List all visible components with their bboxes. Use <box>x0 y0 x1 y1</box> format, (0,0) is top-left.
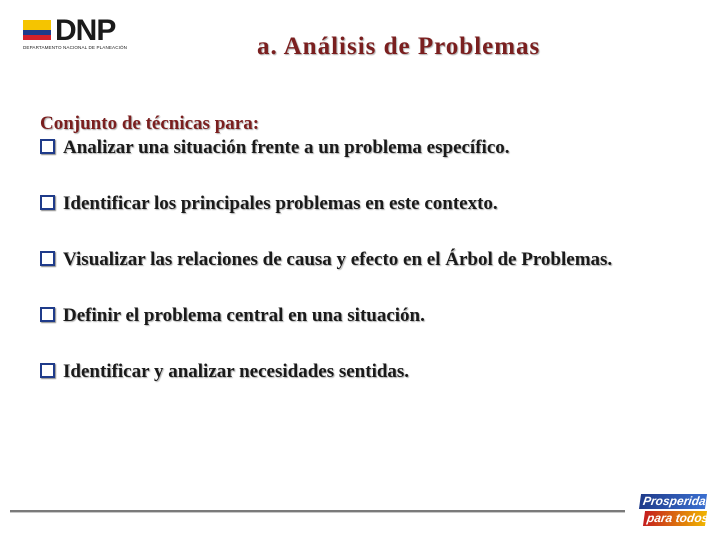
badge-line1: Prosperidad <box>639 494 707 509</box>
checkbox-bullet-icon <box>40 139 55 154</box>
logo-name: DNP <box>55 14 116 47</box>
badge-line2: para todos <box>643 511 707 526</box>
list-item-text: Identificar los principales problemas en este contexto. <box>63 193 498 214</box>
list-item <box>40 248 705 272</box>
checkbox-bullet-icon <box>40 195 55 210</box>
logo-subtitle: DEPARTAMENTO NACIONAL DE PLANEACIÓN <box>23 45 128 50</box>
dnp-logo <box>20 14 140 54</box>
slide-content <box>40 112 705 384</box>
checkbox-bullet-icon <box>40 363 55 378</box>
checkbox-bullet-icon <box>40 307 55 322</box>
prosperidad-logo <box>640 494 715 528</box>
list-item <box>40 136 705 160</box>
list-item-text: Definir el problema central en una situación. <box>63 305 425 326</box>
checkbox-bullet-icon <box>40 251 55 266</box>
list-item <box>40 304 705 328</box>
list-item <box>40 360 705 384</box>
list-item-text: Identificar y analizar necesidades sentidas. <box>63 361 410 382</box>
colombia-flag-icon <box>23 20 51 41</box>
list-item-text: Analizar una situación frente a un problema específico. <box>63 137 510 158</box>
lead-text: Conjunto de técnicas para: <box>40 113 260 134</box>
slide-title: a. Análisis de Problemas <box>257 33 541 60</box>
footer-divider <box>10 510 625 513</box>
list-item <box>40 192 705 216</box>
list-item-text: Visualizar las relaciones de causa y efecto en el Árbol de Problemas. <box>63 249 613 270</box>
